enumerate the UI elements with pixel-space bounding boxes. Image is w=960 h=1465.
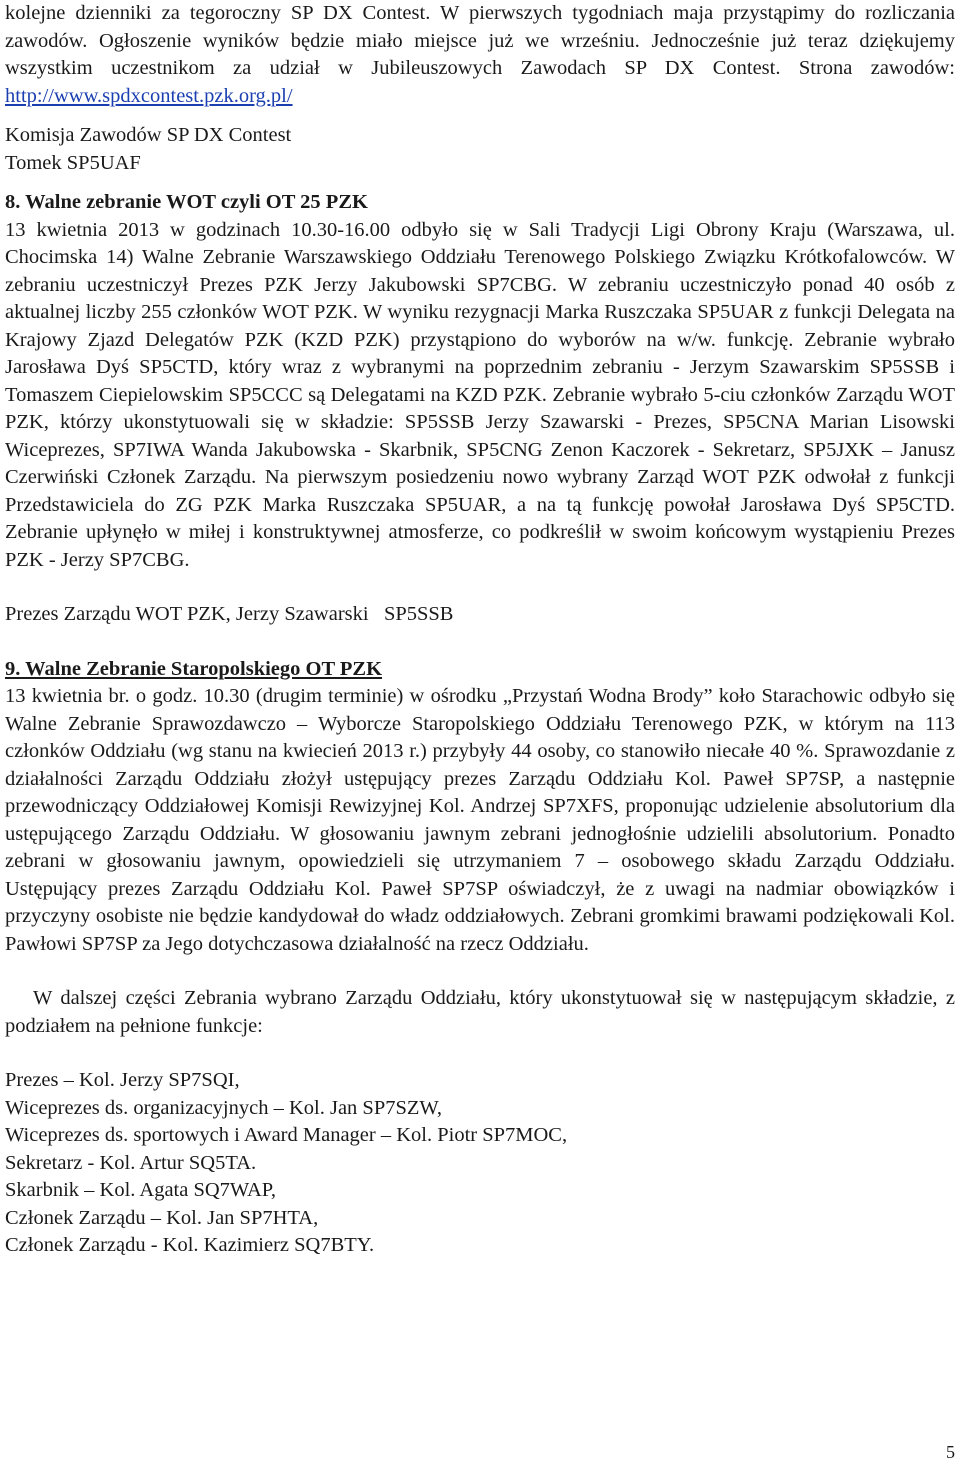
board-item-member-1: Członek Zarządu – Kol. Jan SP7HTA,: [5, 1206, 319, 1229]
contest-signature-committee: Komisja Zawodów SP DX Contest: [5, 124, 292, 146]
board-item-treasurer: Skarbnik – Kol. Agata SQ7WAP,: [5, 1179, 277, 1201]
section-8-signature: Prezes Zarządu WOT PZK, Jerzy Szawarski SP5SSB: [5, 603, 454, 625]
section-8-title: 8. Walne zebranie WOT czyli OT 25 PZK: [5, 191, 368, 213]
board-item-vp-sport: Wiceprezes ds. sportowych i Award Manager – Kol. Piotr SP7MOC,: [5, 1124, 568, 1146]
board-list: [5, 1067, 955, 1260]
section-9-body: 13 kwietnia br. o godz. 10.30 (drugim terminie) w ośrodku „Przystań Wodna Brody” koło Starachowic odbyło się Walne Zebranie Sprawozdawczo – Wyborcze Staropolskiego Oddziału Terenowego PZK, w którym na 113 członków Oddziału (wg stanu na kwiecień 2013 r.) przybyły 44 osoby, co stanowiło niecałe 40 %. Sprawozdanie z działalności Zarządu Oddziału złożył ustępujący prezes Zarządu Oddziału Kol. Paweł SP7SP, a następnie przewodniczący Oddziałowej Komisji Rewizyjnej Kol. Andrzej SP7XFS, proponując udzielenie absolutorium dla ustępującego Zarządu Oddziału. W głosowaniu jawnym zebrani jednogłośnie udzielili absolutorium. Ponadto zebrani w głosowaniu jawnym, opowiedzieli się utrzymaniem 7 – osobowego składu Zarządu Oddziału. Ustępujący prezes Zarządu Oddziału Kol. Paweł SP7SP oświadczył, że z uwagi na nadmiar obowiązków i przyczyny osobiste nie będzie kandydował do władz oddziałowych. Zebrani gromkimi brawami podziękowali Kol. Pawłowi SP7SP za Jego dotychczasowa działalność na rzecz Oddziału.: [5, 685, 955, 955]
contest-paragraph: [5, 0, 955, 110]
contest-website-link[interactable]: http://www.spdxcontest.pzk.org.pl/: [5, 84, 293, 107]
section-8-body: 13 kwietnia 2013 w godzinach 10.30-16.00 odbyło się w Sali Tradycji Ligi Obrony Kraju (Warszawa, ul. Chocimska 14) Walne Zebranie Warszawskiego Oddziału Terenowego Polskiego Związku Krótkofalowców. W zebraniu uczestniczył Prezes PZK Jerzy Jakubowski SP7CBG. W zebraniu uczestniczyło ponad 40 osób z aktualnej liczby 255 członków WOT PZK. W wyniku rezygnacji Marka Ruszczaka SP5UAR z funkcji Delegata na Krajowy Zjazd Delegatów PZK (KZD PZK) przystąpiono do wyborów na w/w. funkcję. Zebranie wybrało Jarosława Dyś SP5CTD, który wraz z wybranymi na poprzednim zebraniu - Jerzym Szawarskim SP5SSB i Tomaszem Ciepielowskim SP5CCC są Delegatami na KZD PZK. Zebranie wybrało 5-ciu członków Zarządu WOT PZK, którzy ukonstytuowali się w składzie: SP5SSB Jerzy Szawarski - Prezes, SP5CNA Marian Lisowski Wiceprezes, SP7IWA Wanda Jakubowska - Skarbnik, SP5CNG Zenon Kaczorek - Sekretarz, SP5JXK – Janusz Czerwiński Członek Zarządu. Na pierwszym posiedzeniu nowo wybrany Zarząd WOT PZK odwołał z funkcji Przedstawiciela do ZG PZK Marka Ruszczaka SP5UAR, a na tą funkcję powołał Jarosława Dyś SP5CTD. Zebranie upłynęło w miłej i konstruktywnej atmosferze, co podkreślił w swoim końcowym wystąpieniu Prezes PZK - Jerzy SP7CBG.: [5, 218, 955, 571]
section-9-title: [5, 656, 955, 684]
section-9-title-text: 9. Walne Zebranie Staropolskiego OT PZK: [5, 657, 383, 680]
board-item-vp-org: Wiceprezes ds. organizacyjnych – Kol. Jan SP7SZW,: [5, 1096, 442, 1119]
board-item-secretary: Sekretarz - Kol. Artur SQ5TA.: [5, 1151, 257, 1174]
document-page: [5, 0, 955, 1260]
section-9-body-2: W dalszej części Zebrania wybrano Zarządu Oddziału, który ukonstytuował się w następującym składzie, z podziałem na pełnione funkcje:: [5, 987, 955, 1037]
board-item-member-2: Członek Zarządu - Kol. Kazimierz SQ7BTY.: [5, 1234, 375, 1256]
contest-signature-author: Tomek SP5UAF: [5, 151, 141, 174]
board-item-president: Prezes – Kol. Jerzy SP7SQI,: [5, 1069, 240, 1091]
contest-text: kolejne dzienniki za tegoroczny SP DX Contest. W pierwszych tygodniach maja przystąpimy do rozliczania zawodów. Ogłoszenie wyników będzie miało miejsce już we wrześniu. Jednocześnie już teraz dziękujemy wszystkim uczestnikom za udział w Jubileuszowych Zawodach SP DX Contest. Strona zawodów:: [5, 2, 955, 79]
page-number: 5: [946, 1442, 955, 1462]
